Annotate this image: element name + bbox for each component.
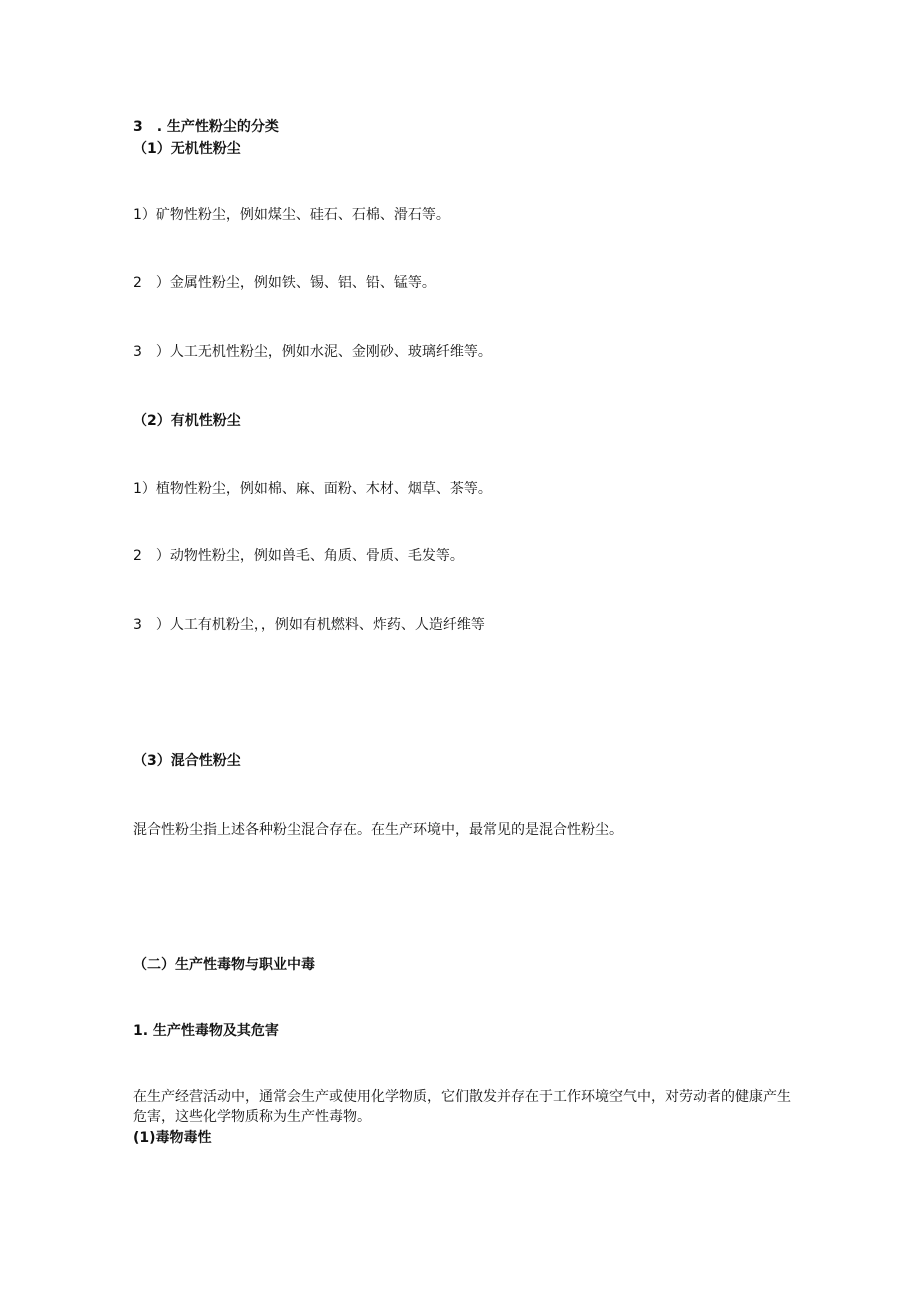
list-item-mineral-dust: 1）矿物性粉尘，例如煤尘、硅石、石棉、滑石等。 — [133, 207, 450, 223]
subheading-inorganic-dust: （1）无机性粉尘 — [133, 141, 241, 157]
section-heading-toxic-substances: （二）生产性毒物与职业中毒 — [133, 957, 315, 973]
list-item-metal-dust: 2 ）金属性粉尘，例如铁、锡、铝、铅、锰等。 — [133, 275, 436, 291]
subheading-mixed-dust: （3）混合性粉尘 — [133, 753, 241, 769]
section-heading-dust-classification: 3 . 生产性粉尘的分类 — [133, 119, 279, 135]
list-item-artificial-inorganic-dust: 3 ）人工无机性粉尘，例如水泥、金刚砂、玻璃纤维等。 — [133, 344, 492, 360]
subheading-organic-dust: （2）有机性粉尘 — [133, 413, 241, 429]
paragraph-mixed-dust: 混合性粉尘指上述各种粉尘混合存在。在生产环境中，最常见的是混合性粉尘。 — [133, 822, 623, 838]
list-item-plant-dust: 1）植物性粉尘，例如棉、麻、面粉、木材、烟草、茶等。 — [133, 481, 492, 497]
list-item-animal-dust: 2 ）动物性粉尘，例如兽毛、角质、骨质、毛发等。 — [133, 548, 464, 564]
list-item-artificial-organic-dust: 3 ）人工有机粉尘，，例如有机燃料、炸药、人造纤维等 — [133, 617, 485, 633]
heading-toxic-hazards: 1. 生产性毒物及其危害 — [133, 1023, 279, 1039]
paragraph-toxic-definition: 在生产经营活动中，通常会生产或使用化学物质，它们散发并存在于工作环境空气中，对劳动者的健康产生危害，这些化学物质称为生产性毒物。 — [133, 1089, 791, 1125]
subheading-toxicity: (1)毒物毒性 — [133, 1130, 212, 1146]
